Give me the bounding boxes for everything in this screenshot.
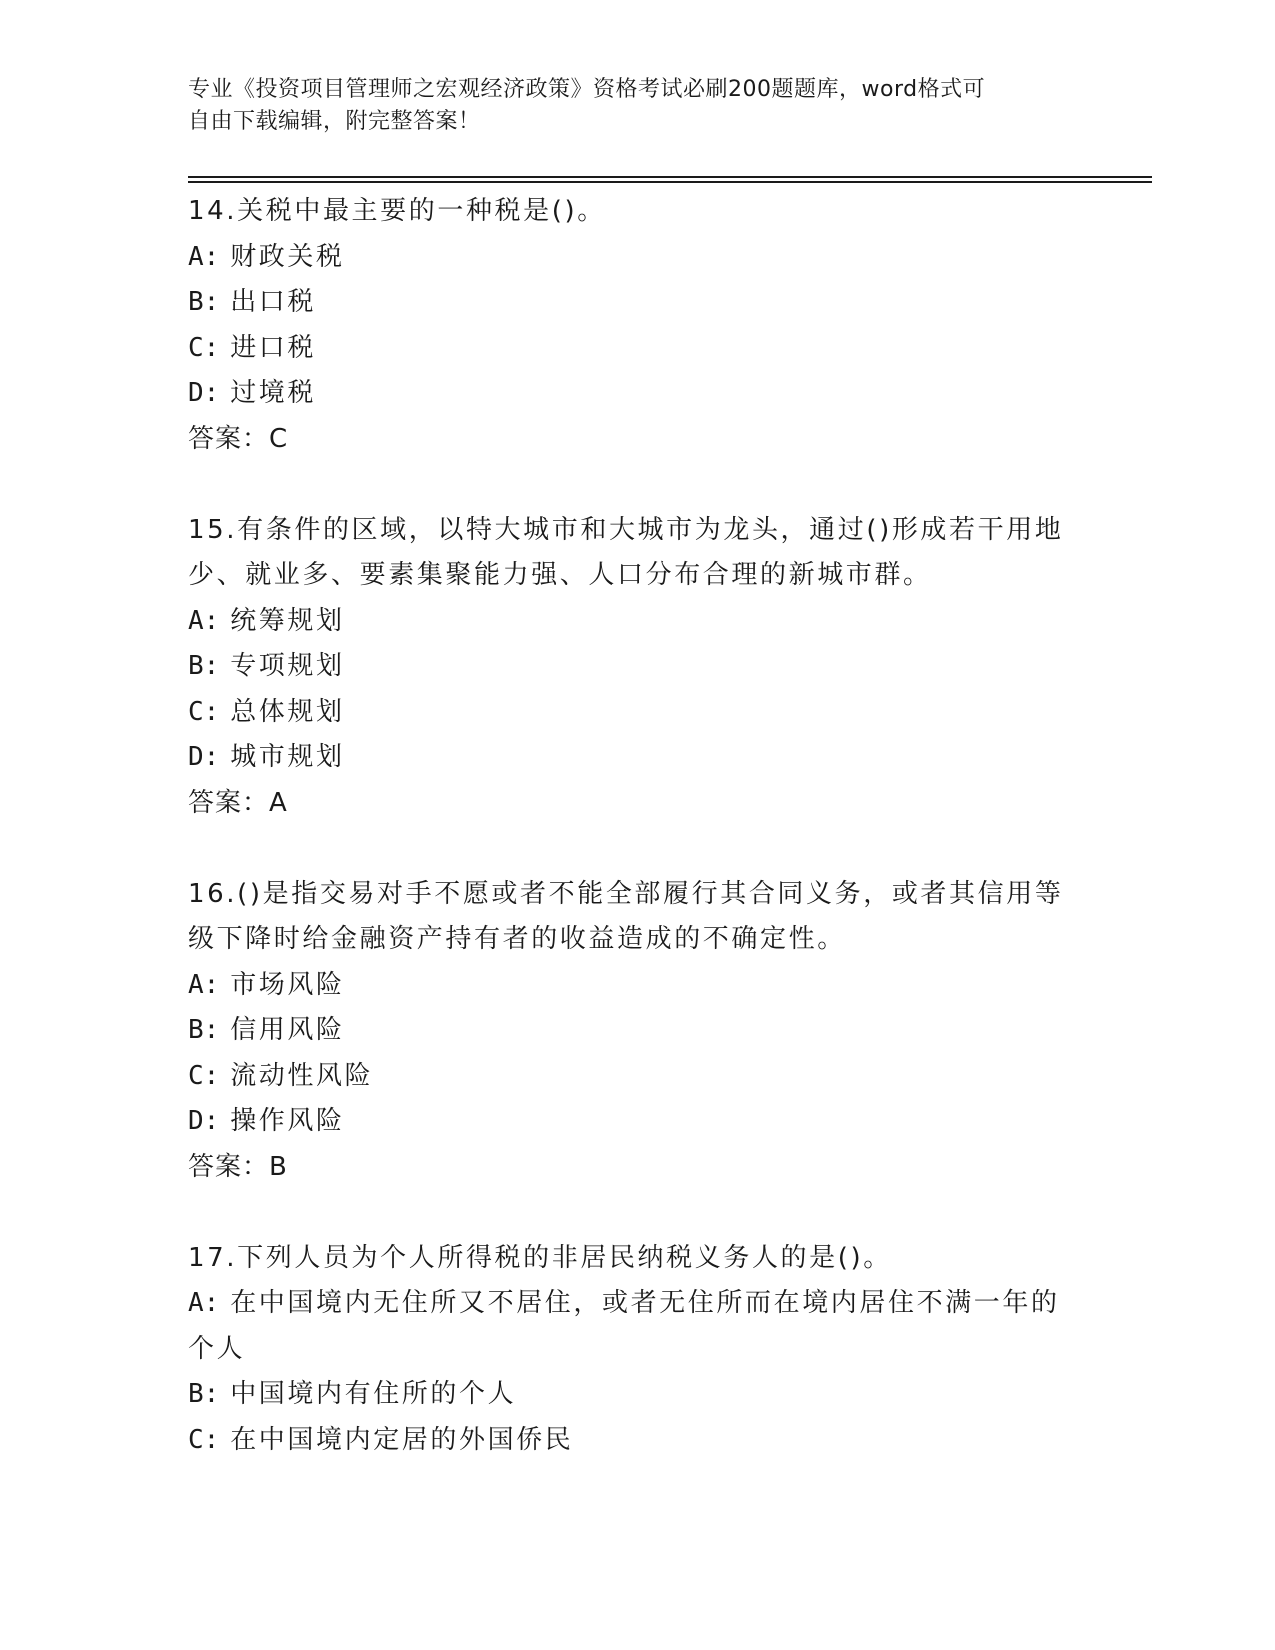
option-text: 在中国境内定居的外国侨民 bbox=[230, 1424, 574, 1455]
header-line-2: 自由下载编辑，附完整答案！ bbox=[188, 109, 481, 134]
option-text: 财政关税 bbox=[230, 241, 345, 272]
option-text: 市场风险 bbox=[230, 969, 345, 1000]
option-item bbox=[188, 690, 1088, 736]
option-text-continued: 个人 bbox=[188, 1333, 246, 1364]
option-text: 统筹规划 bbox=[230, 605, 345, 636]
header-line-1: 专业《投资项目管理师之宏观经济政策》资格考试必刷200题题库，word格式可 bbox=[188, 77, 986, 102]
option-item bbox=[188, 280, 1088, 326]
question-text: 级下降时给金融资产持有者的收益造成的不确定性。 bbox=[188, 924, 846, 954]
option-key: A: bbox=[188, 605, 220, 636]
option-item bbox=[188, 644, 1088, 690]
option-key: D: bbox=[188, 1106, 220, 1136]
option-key: C: bbox=[188, 332, 220, 363]
question-text: 17.下列人员为个人所得税的非居民纳税义务人的是()。 bbox=[188, 1242, 892, 1273]
option-item bbox=[188, 735, 1088, 781]
question-spacer bbox=[188, 826, 1088, 872]
option-item bbox=[188, 326, 1088, 372]
option-text: 出口税 bbox=[230, 287, 316, 317]
option-key: B: bbox=[188, 287, 220, 317]
option-key: B: bbox=[188, 1015, 220, 1045]
option-text: 中国境内有住所的个人 bbox=[230, 1379, 517, 1409]
header-divider-bottom bbox=[188, 181, 1152, 183]
option-text: 在中国境内无住所又不居住，或者无住所而在境内居住不满一年的 bbox=[230, 1288, 1060, 1318]
option-key: D: bbox=[188, 378, 220, 408]
option-item bbox=[188, 1054, 1088, 1100]
option-key: A: bbox=[188, 241, 220, 272]
question-spacer bbox=[188, 462, 1088, 508]
option-text: 城市规划 bbox=[230, 742, 345, 772]
option-text: 进口税 bbox=[230, 332, 316, 363]
option-item bbox=[188, 1372, 1088, 1418]
question-block bbox=[188, 872, 1088, 1191]
answer-line: 答案：A bbox=[188, 787, 288, 818]
option-item bbox=[188, 1418, 1088, 1464]
answer-line: 答案：B bbox=[188, 1151, 288, 1182]
question-text: 15.有条件的区域，以特大城市和大城市为龙头，通过()形成若干用地 bbox=[188, 514, 1064, 545]
question-text: 14.关税中最主要的一种税是()。 bbox=[188, 196, 606, 226]
option-text: 流动性风险 bbox=[230, 1060, 374, 1091]
option-key: C: bbox=[188, 696, 220, 727]
option-key: D: bbox=[188, 742, 220, 772]
option-text: 总体规划 bbox=[230, 696, 345, 727]
option-key: A: bbox=[188, 1288, 220, 1318]
document-header bbox=[188, 74, 1088, 138]
option-item bbox=[188, 963, 1088, 1009]
option-key: A: bbox=[188, 969, 220, 1000]
option-key: C: bbox=[188, 1424, 220, 1455]
question-block bbox=[188, 1236, 1088, 1464]
option-item bbox=[188, 1281, 1088, 1327]
option-item bbox=[188, 235, 1088, 281]
option-text: 专项规划 bbox=[230, 651, 345, 681]
question-block bbox=[188, 508, 1088, 827]
option-item bbox=[188, 371, 1088, 417]
option-text: 过境税 bbox=[230, 378, 316, 408]
option-text: 操作风险 bbox=[230, 1106, 345, 1136]
option-key: B: bbox=[188, 1379, 220, 1409]
question-list bbox=[188, 189, 1088, 1463]
option-key: B: bbox=[188, 651, 220, 681]
answer-line: 答案：C bbox=[188, 423, 289, 454]
question-block bbox=[188, 189, 1088, 462]
question-text: 16.()是指交易对手不愿或者不能全部履行其合同义务，或者其信用等 bbox=[188, 878, 1064, 909]
question-spacer bbox=[188, 1190, 1088, 1236]
option-item bbox=[188, 1099, 1088, 1145]
header-divider-top bbox=[188, 176, 1152, 178]
option-item bbox=[188, 1008, 1088, 1054]
option-text: 信用风险 bbox=[230, 1015, 345, 1045]
option-key: C: bbox=[188, 1060, 220, 1091]
question-text: 少、就业多、要素集聚能力强、人口分布合理的新城市群。 bbox=[188, 560, 932, 590]
option-item bbox=[188, 599, 1088, 645]
